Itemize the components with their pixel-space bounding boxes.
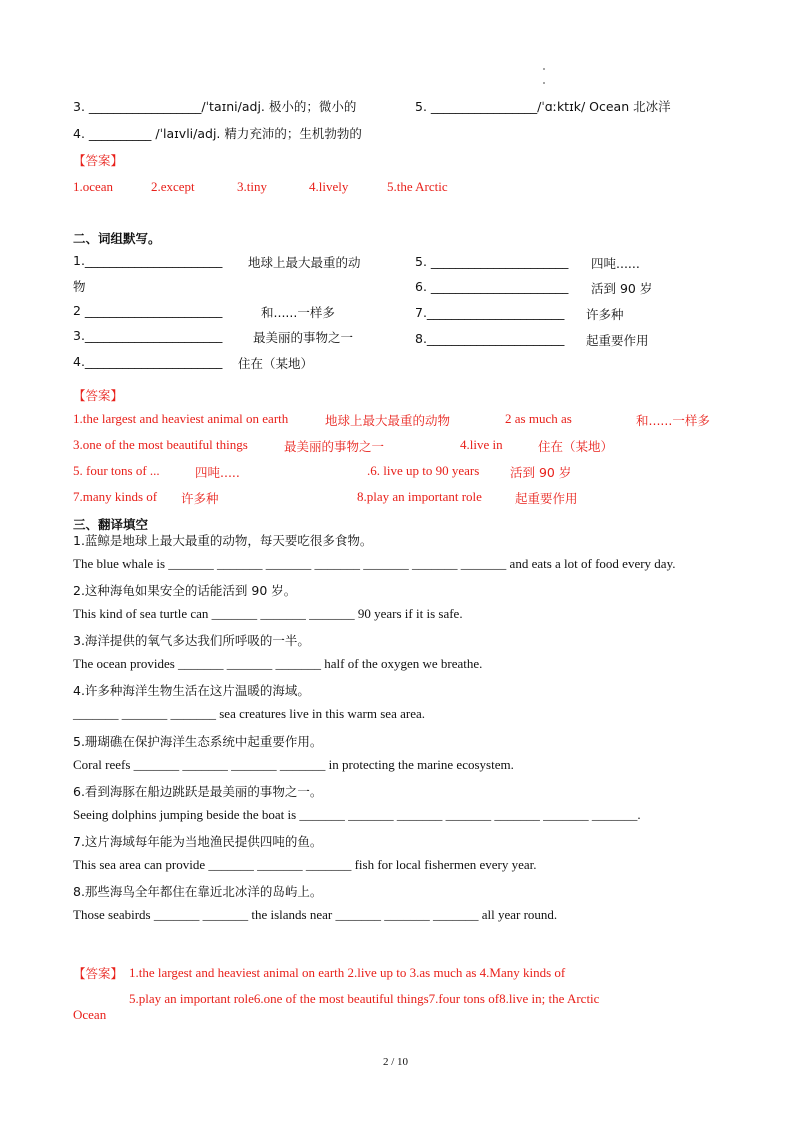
vocab-item-3: 3. __________________/ˈtaɪni/adj. 极小的；微小的 bbox=[73, 99, 357, 114]
phrase-blank: 7.______________________ bbox=[415, 305, 565, 320]
page-number: 2 / 10 bbox=[383, 1056, 409, 1068]
phrase-meaning: 许多种 bbox=[586, 307, 624, 322]
translate-answer-line: 1.the largest and heaviest animal on earth 2.live up to 3.as much as 4.Many kinds of bbox=[129, 965, 566, 980]
phrase-meaning: 最美丽的事物之一 bbox=[253, 330, 354, 345]
phrase-answer: 1.the largest and heaviest animal on earth bbox=[73, 411, 289, 426]
translate-en: The ocean provides _______ _______ _______ half of the oxygen we breathe. bbox=[73, 656, 483, 671]
phrase-blank: 6. ______________________ bbox=[415, 279, 569, 294]
vocab-answer: 4.lively bbox=[309, 179, 349, 194]
phrase-answer-cn: 地球上最大最重的动物 bbox=[325, 413, 451, 428]
phrase-answer: 2 as much as bbox=[505, 411, 572, 426]
vocab-item-5: 5. _________________/ˈɑːktɪk/ Ocean 北冰洋 bbox=[415, 99, 671, 114]
translate-en: Seeing dolphins jumping beside the boat is _______ _______ _______ _______ _______ _______ _______. bbox=[73, 807, 641, 822]
translate-cn: 2.这种海龟如果安全的话能活到 90 岁。 bbox=[73, 583, 297, 598]
phrase-meaning: 活到 90 岁 bbox=[591, 281, 653, 296]
translate-cn: 3.海洋提供的氧气多达我们所呼吸的一半。 bbox=[73, 633, 310, 648]
section-heading: 二、词组默写。 bbox=[73, 231, 161, 246]
phrase-meaning: 四吨...... bbox=[591, 256, 640, 271]
phrase-answer: 3.one of the most beautiful things bbox=[73, 437, 248, 452]
phrase-answer: .6. live up to 90 years bbox=[367, 463, 480, 478]
phrase-blank: 5. ______________________ bbox=[415, 254, 569, 269]
phrase-meaning: 起重要作用 bbox=[586, 333, 649, 348]
translate-cn: 6.看到海豚在船边跳跃是最美丽的事物之一。 bbox=[73, 784, 323, 799]
phrase-answer-cn: 许多种 bbox=[181, 491, 219, 506]
phrase-meaning: 地球上最大最重的动 bbox=[248, 255, 361, 270]
phrase-answer-cn: 最美丽的事物之一 bbox=[284, 439, 385, 454]
phrase-answer-cn: 起重要作用 bbox=[515, 491, 578, 506]
answer-tag: 【答案】 bbox=[73, 388, 124, 403]
phrase-blank: 3.______________________ bbox=[73, 328, 223, 343]
translate-en: The blue whale is _______ _______ _______ _______ _______ _______ _______ and eats a lot of food every day. bbox=[73, 556, 676, 571]
vocab-answer: 2.except bbox=[151, 179, 195, 194]
vocab-answer: 1.ocean bbox=[73, 179, 114, 194]
vocab-answer: 5.the Arctic bbox=[387, 179, 448, 194]
translate-answer-line: 5.play an important role6.one of the most beautiful things7.four tons of8.live in; the Arctic bbox=[129, 991, 600, 1006]
translate-cn: 4.许多种海洋生物生活在这片温暖的海域。 bbox=[73, 683, 310, 698]
vocab-answer: 3.tiny bbox=[237, 179, 267, 194]
section-heading: 三、翻译填空 bbox=[73, 517, 149, 532]
phrase-wrap: 物 bbox=[73, 279, 86, 294]
phrase-blank: 8.______________________ bbox=[415, 331, 565, 346]
translate-en: This sea area can provide _______ _______ _______ fish for local fishermen every year. bbox=[73, 857, 537, 872]
translate-cn: 7.这片海域每年能为当地渔民提供四吨的鱼。 bbox=[73, 834, 323, 849]
translate-en: Those seabirds _______ _______ the islands near _______ _______ _______ all year round. bbox=[73, 907, 558, 922]
translate-cn: 1.蓝鲸是地球上最大最重的动物，每天要吃很多食物。 bbox=[73, 533, 373, 548]
phrase-answer-cn: 活到 90 岁 bbox=[510, 465, 572, 480]
phrase-blank: 2 ______________________ bbox=[73, 303, 223, 318]
phrase-answer: 8.play an important role bbox=[357, 489, 482, 504]
phrase-answer-cn: 和......一样多 bbox=[636, 413, 710, 428]
phrase-answer: 4.live in bbox=[460, 437, 503, 452]
translate-en: This kind of sea turtle can _______ _______ _______ 90 years if it is safe. bbox=[73, 606, 463, 621]
translate-en: Coral reefs _______ _______ _______ _______ in protecting the marine ecosystem. bbox=[73, 757, 514, 772]
phrase-blank: 4.______________________ bbox=[73, 354, 223, 369]
answer-tag: 【答案】 bbox=[73, 153, 124, 168]
phrase-meaning: 住在（某地） bbox=[238, 356, 314, 371]
translate-answer-line: Ocean bbox=[73, 1007, 107, 1022]
phrase-answer: 5. four tons of ... bbox=[73, 463, 160, 478]
phrase-meaning: 和......一样多 bbox=[261, 305, 335, 320]
answer-tag: 【答案】 bbox=[73, 966, 124, 981]
scan-mark bbox=[543, 82, 545, 84]
vocab-item-4: 4. __________ /ˈlaɪvli/adj. 精力充沛的；生机勃勃的 bbox=[73, 126, 362, 141]
translate-cn: 8.那些海鸟全年都住在靠近北冰洋的岛屿上。 bbox=[73, 884, 323, 899]
phrase-blank: 1.______________________ bbox=[73, 253, 223, 268]
scan-mark bbox=[543, 68, 545, 70]
phrase-answer-cn: 住在（某地） bbox=[538, 439, 614, 454]
phrase-answer-cn: 四吨..... bbox=[195, 465, 240, 480]
translate-cn: 5.珊瑚礁在保护海洋生态系统中起重要作用。 bbox=[73, 734, 323, 749]
translate-en: _______ _______ _______ sea creatures live in this warm sea area. bbox=[73, 706, 425, 721]
phrase-answer: 7.many kinds of bbox=[73, 489, 158, 504]
